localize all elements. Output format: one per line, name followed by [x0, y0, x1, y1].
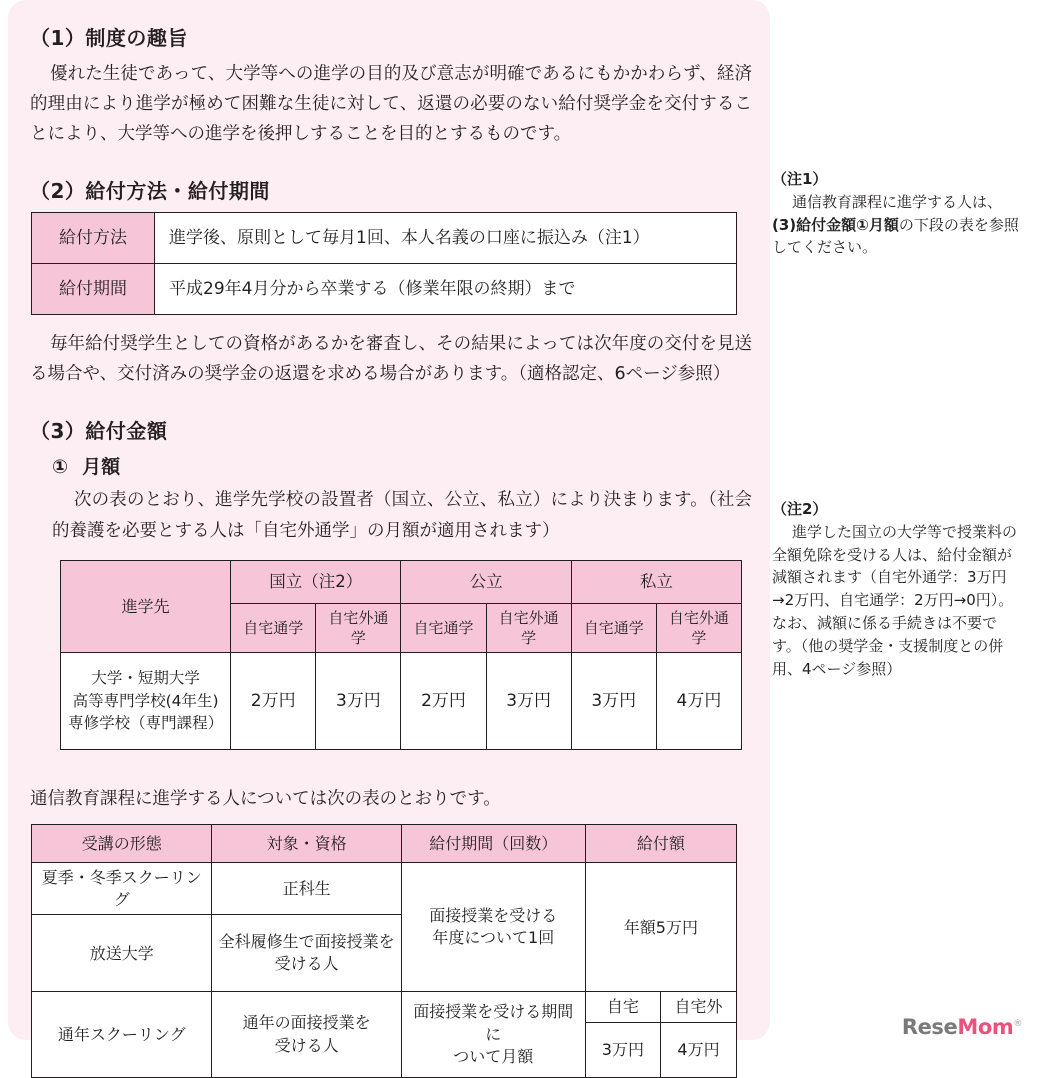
section-2-paragraph: 毎年給付奨学生としての資格があるかを審査し、その結果によっては次年度の交付を見送る場合や、交付済みの奨学金の返還を求める場合があります。（適格認定、6ページ参照）: [30, 334, 752, 385]
monthly-amount-table: [60, 560, 742, 751]
subcol-private-away: 自宅外通学: [656, 603, 741, 653]
target-line-1: 通年の面接授業を: [242, 1013, 371, 1033]
payment-method-value: 進学後、原則として毎月1回、本人名義の口座に振込み（注1）: [155, 213, 737, 264]
correspondence-lead-text: 通信教育課程に進学する人については次の表のとおりです。: [30, 789, 501, 810]
period-line-2: 年度について1回: [432, 928, 555, 948]
logo-part-2: Mom: [957, 1015, 1014, 1039]
destination-line-2: 高等専門学校(4年生): [72, 691, 219, 710]
period-line-1: 面接授業を受ける: [429, 905, 558, 925]
section-3-paragraph: 次の表のとおり、進学先学校の設置者（国立、公立、私立）により決まります。（社会的養護を必要とする人は「自宅外通学」の月額が適用されます）: [52, 490, 752, 541]
note-1-title: （注1）: [772, 170, 828, 188]
note-1-body: [772, 191, 1022, 259]
payment-method-label: 給付方法: [32, 213, 155, 264]
col-header-destination: 進学先: [61, 560, 231, 653]
target-regular-student: 正科生: [212, 863, 401, 915]
period-line-2: ついて月額: [453, 1046, 534, 1066]
note-2-body: 進学した国立の大学等で授業料の全額免除を受ける人は、給付金額が減額されます（自宅外通学：3万円→2万円、自宅通学：2万円→0円）。なお、減額に係る手続きは不要です。（他の奨学金・支援制度との併用、4ページ参照）: [772, 522, 1018, 678]
table-row: [32, 213, 737, 264]
amount-private-home: 3万円: [571, 653, 656, 750]
sub1-number: ①: [52, 456, 69, 479]
amount-public-away: 3万円: [486, 653, 571, 750]
section-1-heading: （1）制度の趣旨: [30, 26, 188, 50]
amount-value-away: 4万円: [661, 1023, 737, 1078]
amount-public-home: 2万円: [401, 653, 486, 750]
col-group-national: 国立（注2）: [231, 560, 401, 603]
note-1-body-post: の下段の表を参照してください。: [772, 215, 1019, 257]
period-year-round: [401, 992, 585, 1078]
period-once-per-year: [401, 863, 585, 992]
correspondence-table: [31, 824, 737, 1078]
logo-trademark: ®: [1013, 1019, 1022, 1029]
section-1-paragraph: 優れた生徒であって、大学等への進学の目的及び意志が明確であるにもかかわらず、経済的理由により進学が極めて困難な生徒に対して、返還の必要のない給付奨学金を交付することにより、大学等への進学を後押しすることを目的とするものです。: [30, 64, 752, 145]
document-content: [30, 22, 752, 1078]
amount-value-home: 3万円: [585, 1023, 660, 1078]
form-open-university: 放送大学: [32, 915, 212, 992]
logo-part-1: Rese: [901, 1015, 958, 1039]
note-1-body-pre: 通信教育課程に進学する人は、: [792, 192, 1003, 211]
amount-annual: 年額5万円: [585, 863, 736, 992]
table-row: [32, 992, 737, 1023]
resemom-logo: [902, 1015, 1022, 1039]
note-2-title: （注2）: [772, 500, 828, 518]
col-header-target: 対象・資格: [212, 825, 401, 863]
amount-subheader-away: 自宅外: [661, 992, 737, 1023]
subcol-national-home: 自宅通学: [231, 603, 316, 653]
subcol-public-away: 自宅外通学: [486, 603, 571, 653]
destination-line-1: 大学・短期大学: [91, 669, 200, 688]
col-header-period: 給付期間（回数）: [401, 825, 585, 863]
table-row: [32, 863, 737, 915]
subcol-national-away: 自宅外通学: [316, 603, 401, 653]
payment-method-table: [31, 212, 737, 315]
period-line-1: 面接授業を受ける期間に: [413, 1002, 574, 1044]
amount-national-away: 3万円: [316, 653, 401, 750]
table-header-row: [61, 560, 742, 603]
col-group-private: 私立: [571, 560, 741, 603]
subcol-private-home: 自宅通学: [571, 603, 656, 653]
table-row: [32, 264, 737, 315]
target-line-1: 全科履修生で面接授業を: [218, 932, 395, 952]
form-summer-winter-schooling: 夏季・冬季スクーリング: [32, 863, 212, 915]
payment-period-label: 給付期間: [32, 264, 155, 315]
col-group-public: 公立: [401, 560, 571, 603]
form-year-round-schooling: 通年スクーリング: [32, 992, 212, 1078]
sub1-title: 月額: [82, 456, 121, 479]
target-line-2: 受ける人: [274, 954, 339, 974]
destination-cell: [61, 653, 231, 750]
amount-national-home: 2万円: [231, 653, 316, 750]
amount-private-away: 4万円: [656, 653, 741, 750]
payment-period-value: 平成29年4月分から卒業する（修業年限の終期）まで: [155, 264, 737, 315]
target-line-2: 受ける人: [274, 1035, 339, 1055]
target-open-university: [212, 915, 401, 992]
section-3-heading: （3）給付金額: [30, 419, 168, 444]
col-header-form: 受講の形態: [32, 825, 212, 863]
amount-subheader-home: 自宅: [585, 992, 660, 1023]
col-header-amount: 給付額: [585, 825, 736, 863]
destination-line-3: 専修学校（専門課程）: [68, 714, 224, 733]
table-row: [61, 653, 742, 750]
margin-note-1: [772, 168, 1022, 259]
margin-note-2: [772, 498, 1022, 680]
note-1-body-bold: (3)給付金額①月額: [772, 215, 899, 234]
section-3-sub1-heading: [52, 452, 752, 479]
section-2-heading: （2）給付方法・給付期間: [30, 179, 270, 204]
subcol-public-home: 自宅通学: [401, 603, 486, 653]
table-header-row: [32, 825, 737, 863]
target-year-round: [212, 992, 401, 1078]
